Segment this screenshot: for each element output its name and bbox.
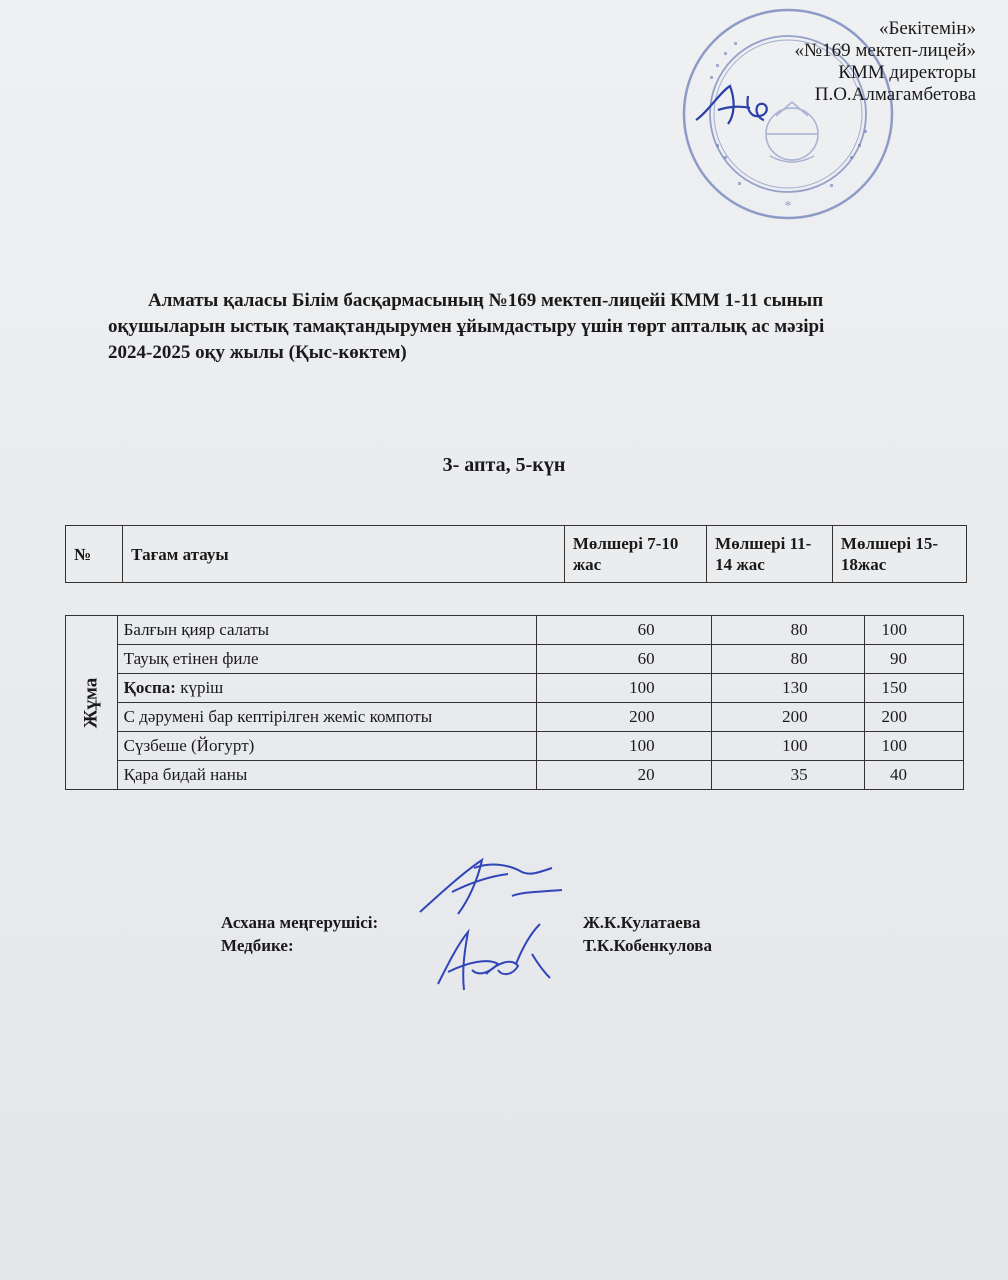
canteen-head-name: Ж.К.Кулатаева [583,913,701,932]
header-number: № [66,526,123,583]
title-line-2: оқушыларын ыстық тамақтандырумен ұйымдастыру үшін төрт апталық ас мәзірі [108,316,825,337]
signature-row-canteen [221,912,781,935]
table-row [66,703,964,732]
title-line-1: Алматы қаласы Білім басқармасының №169 мектеп-лицейі КММ 1-11 сынып [148,290,824,311]
portion-11-14: 80 [711,616,864,645]
dish-name: Сүзбеше (Йогурт) [117,732,536,761]
portion-15-18: 200 [864,703,963,732]
day-cell [66,616,118,790]
portion-11-14: 100 [711,732,864,761]
portion-15-18: 100 [864,732,963,761]
dish-name-bold: Қоспа: [123,678,176,697]
nurse-role: Медбике: [221,936,294,955]
dish-name: С дәрумені бар кептірілген жеміс компоты [117,703,536,732]
dish-name: Қара бидай наны [117,761,536,790]
day-label: Жұма [80,677,102,728]
portion-7-10: 200 [536,703,711,732]
menu-table [65,615,964,790]
header-portion-7-10: Мөлшері 7-10 жас [564,526,706,583]
header-portion-15-18: Мөлшері 15-18жас [832,526,966,583]
portion-7-10: 60 [536,645,711,674]
portion-7-10: 100 [536,732,711,761]
approval-line-3: КММ директоры [838,62,976,83]
menu-header-table [65,525,967,583]
dish-name: Балғын қияр салаты [117,616,536,645]
title-line-3: 2024-2025 оқу жылы (Қыс-көктем) [108,342,407,363]
header-portion-11-14: Мөлшері 11-14 жас [707,526,833,583]
portion-11-14: 80 [711,645,864,674]
portion-11-14: 200 [711,703,864,732]
portion-15-18: 150 [864,674,963,703]
signature-row-nurse [221,935,781,958]
week-day-subtitle: 3- апта, 5-күн [442,454,566,476]
document-title [108,288,978,366]
portion-15-18: 40 [864,761,963,790]
table-row [66,674,964,703]
nurse-name: Т.К.Кобенкулова [583,936,712,955]
portion-7-10: 100 [536,674,711,703]
dish-name-rest: күріш [175,678,224,697]
svg-text:*: * [784,199,792,214]
approval-line-1: «Бекітемін» [878,18,976,39]
canteen-head-role: Асхана меңгерушісі: [221,913,379,932]
director-signature [690,72,790,136]
table-row [66,645,964,674]
portion-15-18: 90 [864,645,963,674]
portion-11-14: 35 [711,761,864,790]
dish-name: Тауық етінен филе [117,645,536,674]
signatures-block [221,912,781,958]
table-row [66,616,964,645]
portion-11-14: 130 [711,674,864,703]
approval-line-2: «№169 мектеп-лицей» [794,40,976,61]
approval-block [795,18,976,106]
table-row [66,732,964,761]
dish-name [117,674,536,703]
approval-line-4: П.О.Алмагамбетова [814,84,976,105]
portion-7-10: 20 [536,761,711,790]
portion-15-18: 100 [864,616,963,645]
portion-7-10: 60 [536,616,711,645]
header-dish-name: Тағам атауы [123,526,565,583]
table-row [66,761,964,790]
